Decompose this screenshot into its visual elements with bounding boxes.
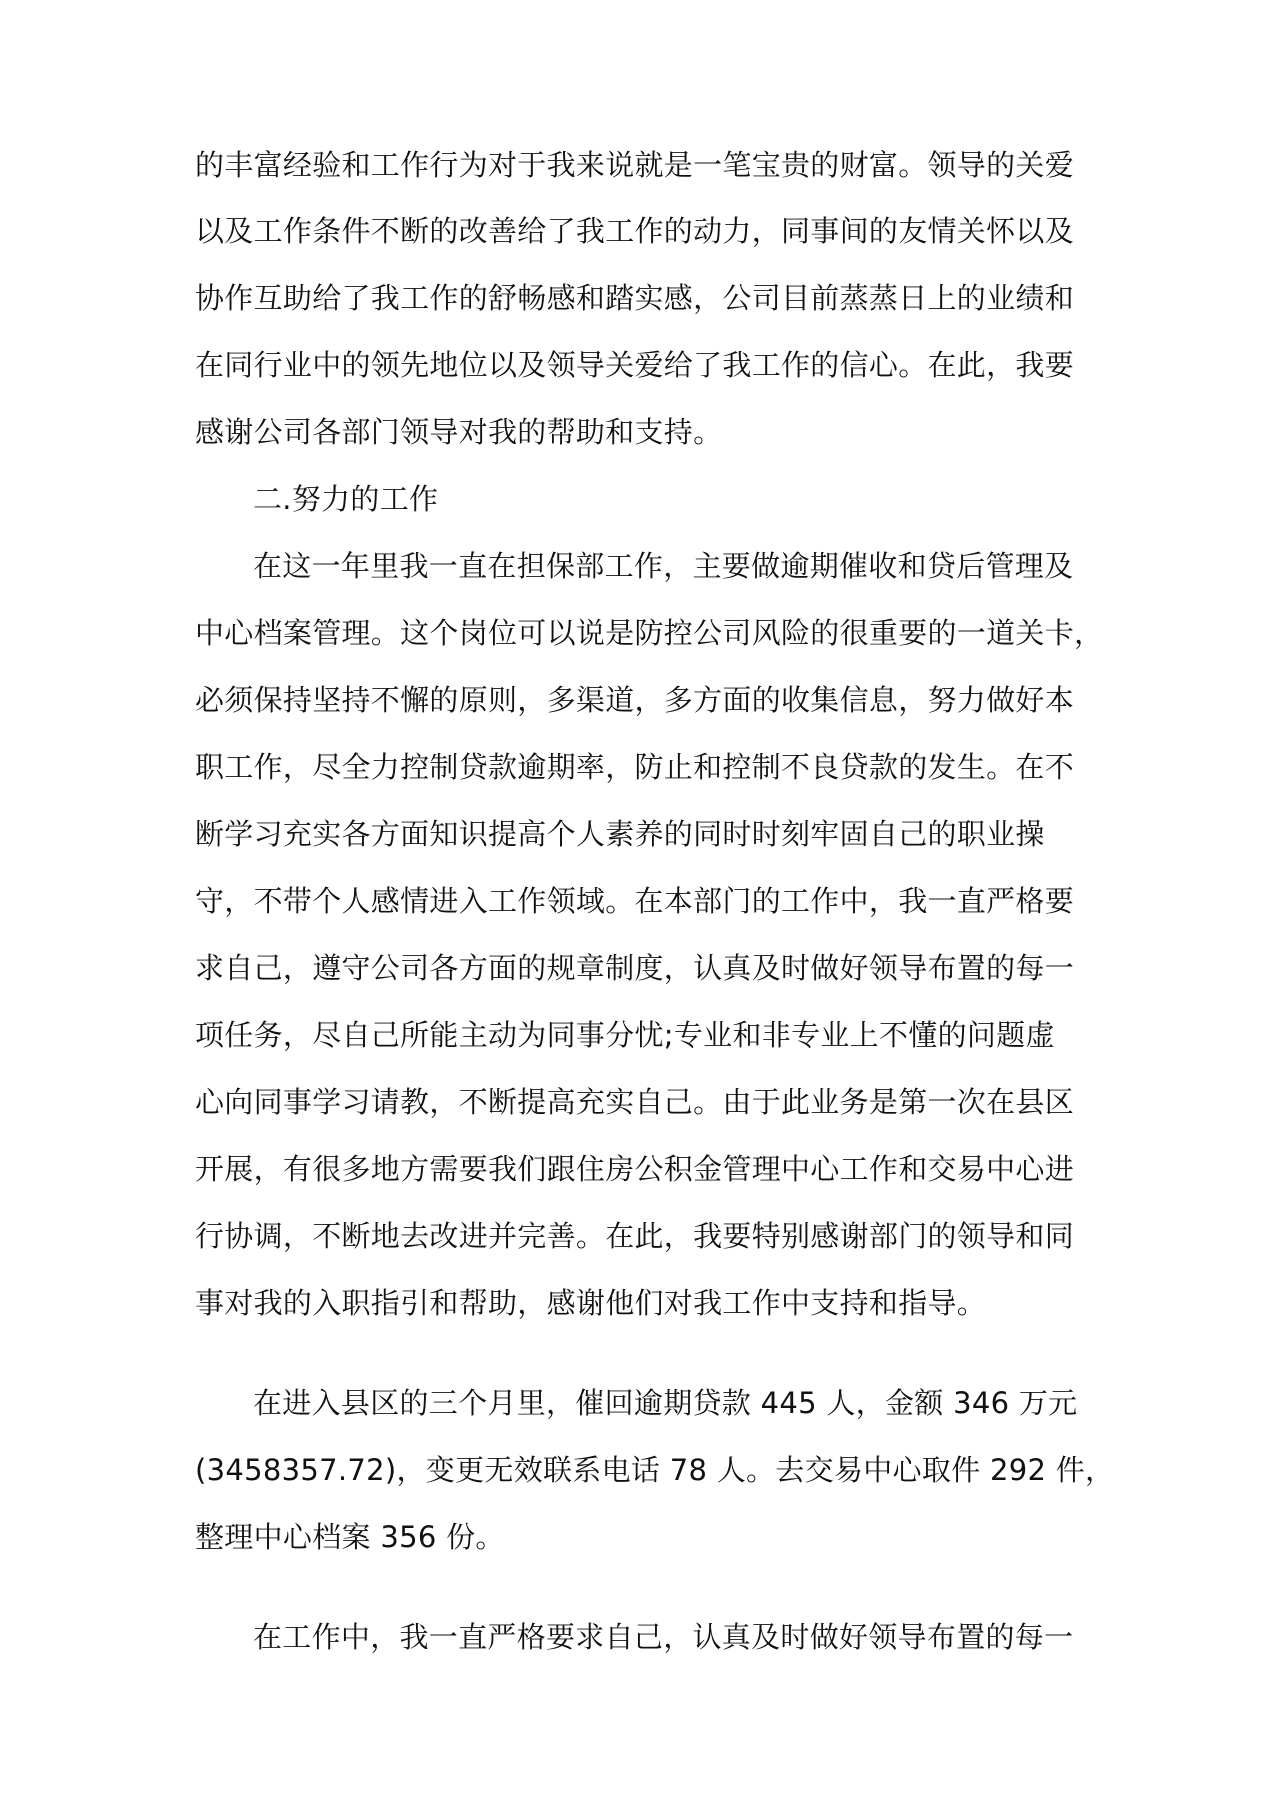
paragraph-line: 求自己，遵守公司各方面的规章制度，认真及时做好领导布置的每一: [195, 951, 1075, 985]
paragraph-line: 开展，有很多地方需要我们跟住房公积金管理中心工作和交易中心进: [195, 1152, 1075, 1186]
paragraph-line: 行协调，不断地去改进并完善。在此，我要特别感谢部门的领导和同: [195, 1219, 1075, 1253]
paragraph-line: 项任务，尽自己所能主动为同事分忧;专业和非专业上不懂的问题虚: [195, 1018, 1055, 1052]
paragraph-line: 断学习充实各方面知识提高个人素养的同时时刻牢固自己的职业操: [195, 817, 1045, 851]
paragraph-line: (3458357.72)，变更无效联系电话 78 人。去交易中心取件 292 件，: [195, 1453, 1115, 1487]
paragraph-line: 协作互助给了我工作的舒畅感和踏实感，公司目前蒸蒸日上的业绩和: [195, 281, 1075, 315]
paragraph-line: 感谢公司各部门领导对我的帮助和支持。: [195, 415, 723, 449]
paragraph-line: 在进入县区的三个月里，催回逾期贷款 445 人，金额 346 万元: [253, 1386, 1078, 1420]
paragraph-line: 在同行业中的领先地位以及领导关爱给了我工作的信心。在此，我要: [195, 348, 1075, 382]
paragraph-line: 的丰富经验和工作行为对于我来说就是一笔宝贵的财富。领导的关爱: [195, 148, 1075, 182]
paragraph-line: 在这一年里我一直在担保部工作，主要做逾期催收和贷后管理及: [253, 549, 1074, 583]
paragraph-line: 职工作，尽全力控制贷款逾期率，防止和控制不良贷款的发生。在不: [195, 750, 1075, 784]
paragraph-line: 整理中心档案 356 份。: [195, 1520, 505, 1554]
paragraph-line: 必须保持坚持不懈的原则，多渠道，多方面的收集信息，努力做好本: [195, 683, 1075, 717]
paragraph-line: 心向同事学习请教，不断提高充实自己。由于此业务是第一次在县区: [195, 1085, 1075, 1119]
paragraph-line: 在工作中，我一直严格要求自己，认真及时做好领导布置的每一: [253, 1620, 1074, 1654]
paragraph-line: 事对我的入职指引和帮助，感谢他们对我工作中支持和指导。: [195, 1286, 987, 1320]
section-heading: 二.努力的工作: [253, 482, 439, 516]
paragraph-line: 以及工作条件不断的改善给了我工作的动力，同事间的友情关怀以及: [195, 214, 1075, 248]
paragraph-line: 守，不带个人感情进入工作领域。在本部门的工作中，我一直严格要: [195, 884, 1075, 918]
paragraph-line: 中心档案管理。这个岗位可以说是防控公司风险的很重要的一道关卡，: [195, 616, 1104, 650]
